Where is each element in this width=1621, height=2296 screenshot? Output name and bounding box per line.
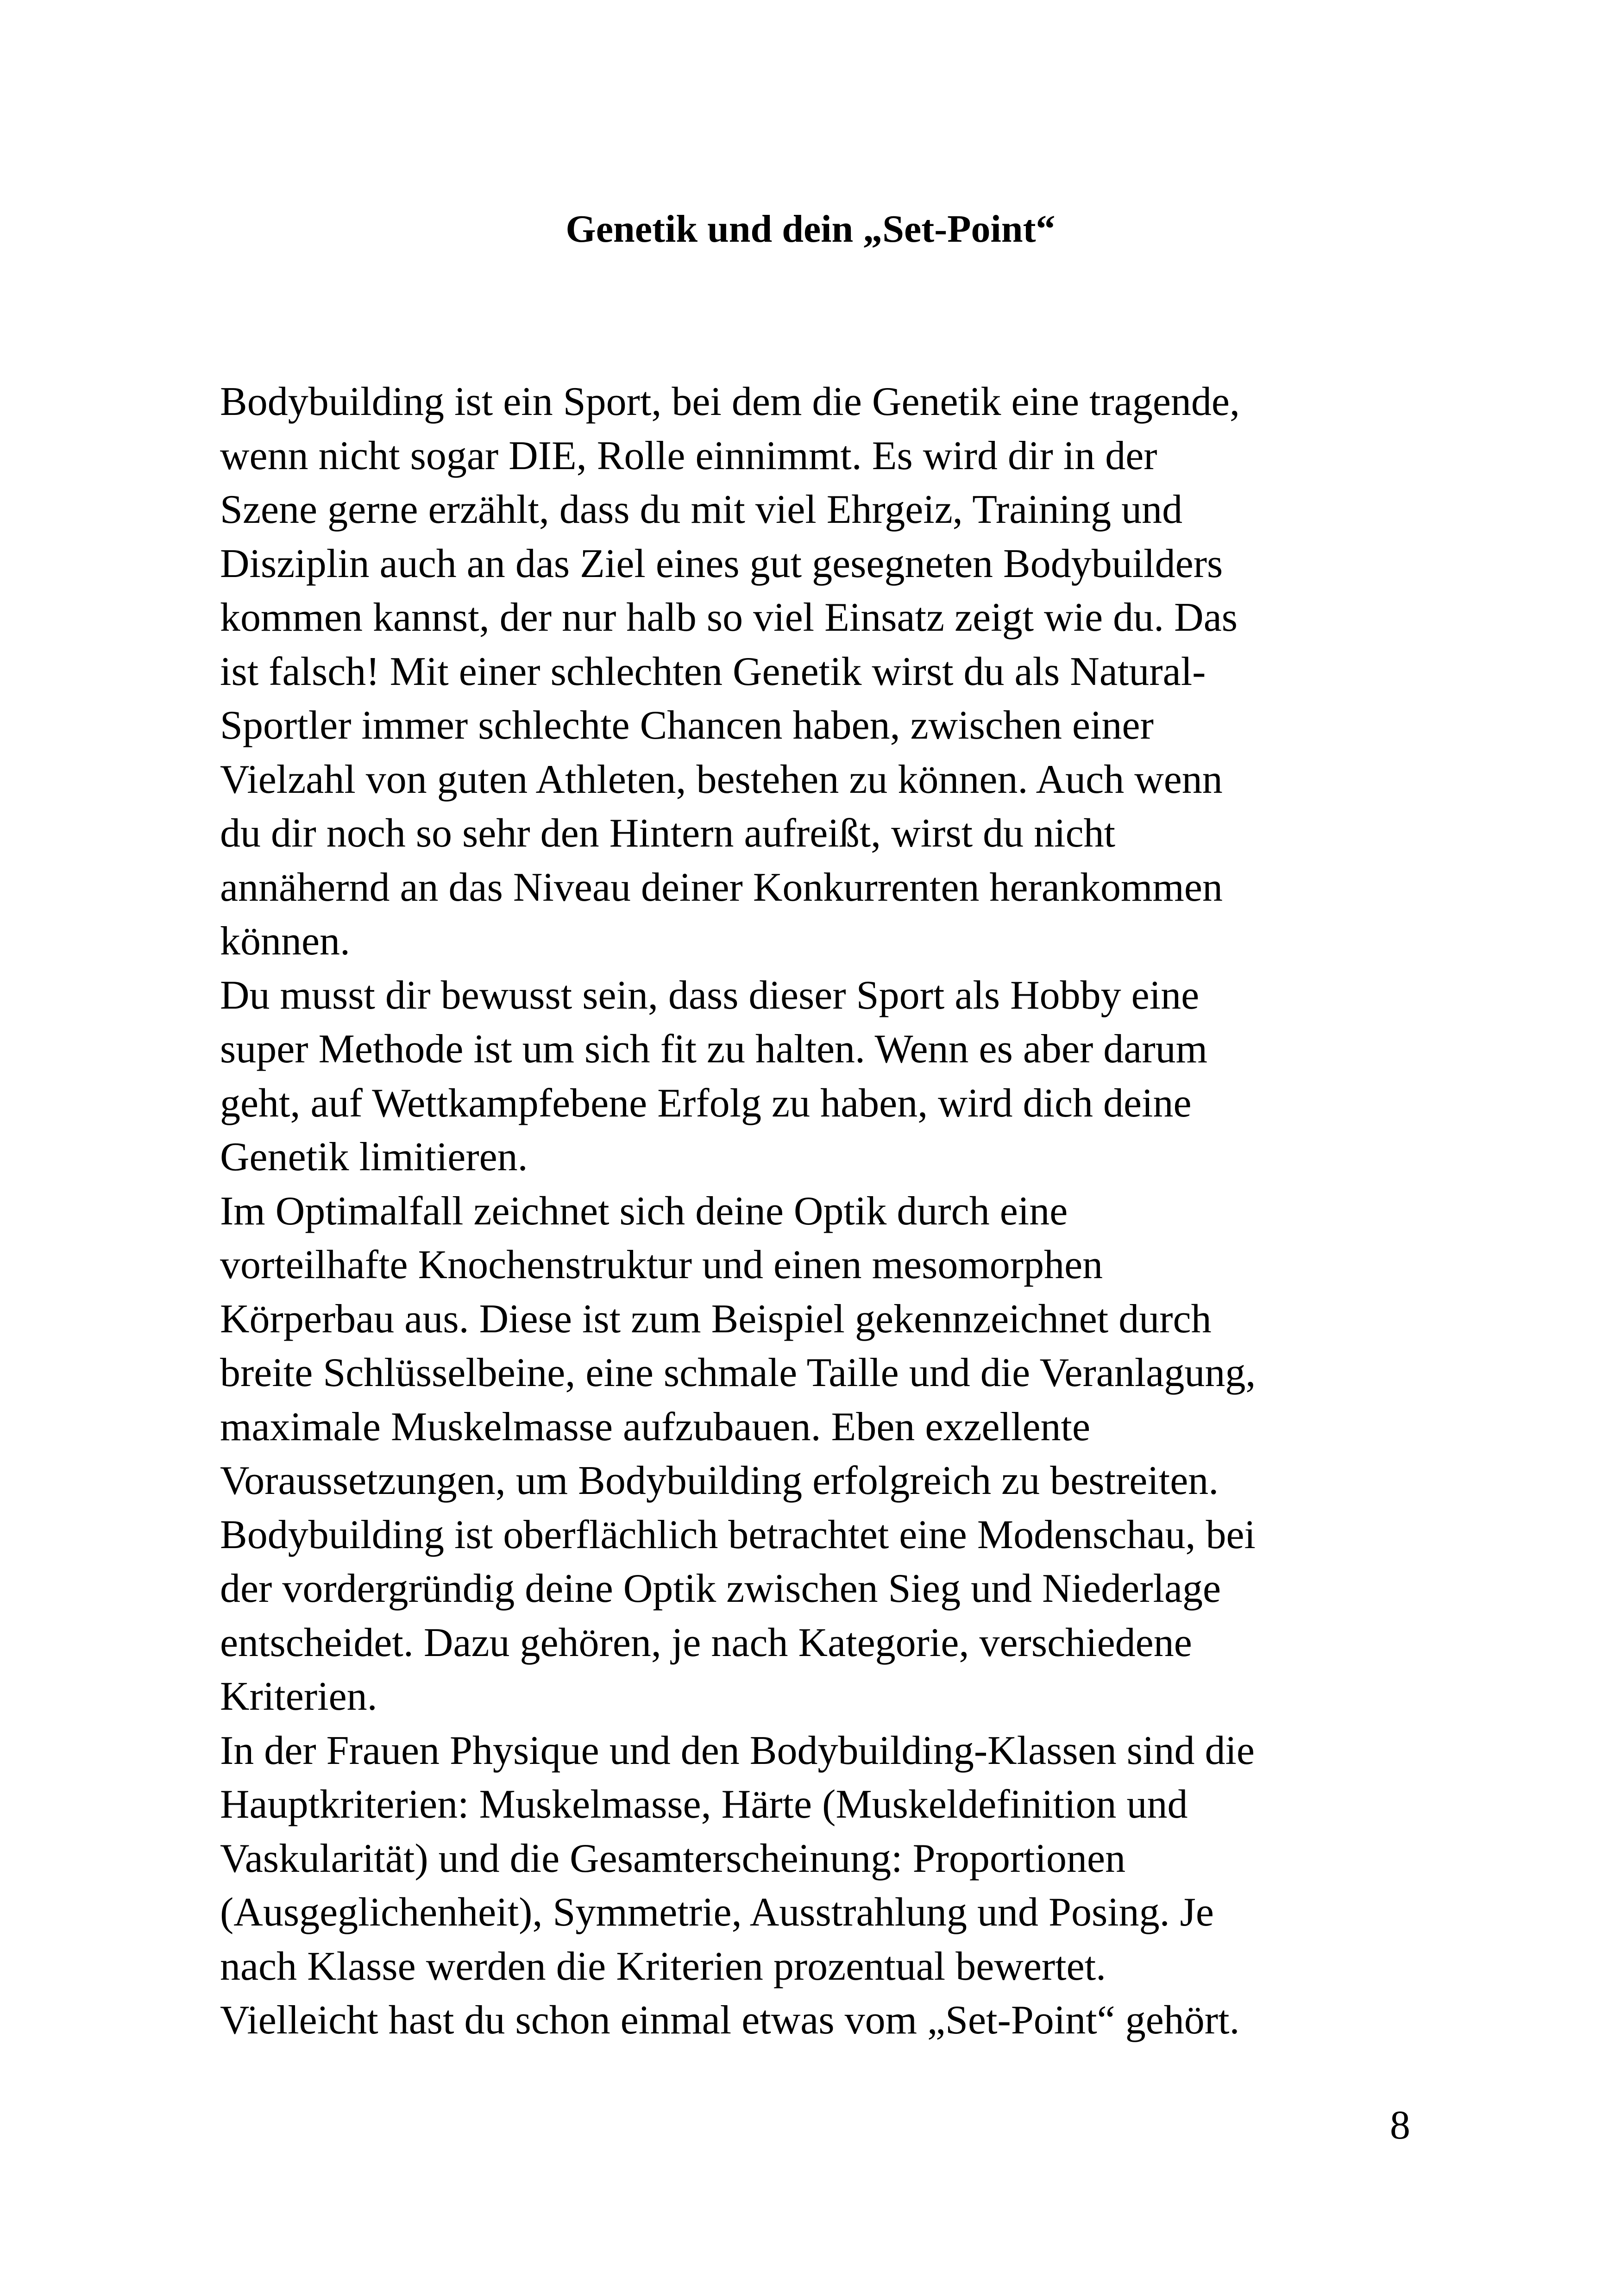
text-line: entscheidet. Dazu gehören, je nach Kategorie, verschiedene (220, 1620, 1192, 1665)
text-line: wenn nicht sogar DIE, Rolle einnimmt. Es wird dir in der (220, 433, 1157, 478)
text-line: Vielleicht hast du schon einmal etwas vom „Set-Point“ gehört. (220, 1998, 1240, 2043)
text-line: Körperbau aus. Diese ist zum Beispiel gekennzeichnet durch (220, 1296, 1212, 1342)
text-line: maximale Muskelmasse aufzubauen. Eben exzellente (220, 1404, 1091, 1449)
text-line: super Methode ist um sich fit zu halten. Wenn es aber darum (220, 1027, 1208, 1072)
text-line: Vaskularität) und die Gesamterscheinung: Proportionen (220, 1836, 1126, 1881)
text-line: Sportler immer schlechte Chancen haben, zwischen einer (220, 703, 1154, 748)
text-line: (Ausgeglichenheit), Symmetrie, Ausstrahlung und Posing. Je (220, 1890, 1214, 1935)
text-line: Voraussetzungen, um Bodybuilding erfolgreich zu bestreiten. (220, 1458, 1219, 1503)
text-line: geht, auf Wettkampfebene Erfolg zu haben, wird dich deine (220, 1080, 1192, 1126)
text-line: der vordergründig deine Optik zwischen Sieg und Niederlage (220, 1566, 1221, 1611)
text-line: du dir noch so sehr den Hintern aufreißt, wirst du nicht (220, 811, 1116, 856)
text-line: Bodybuilding ist ein Sport, bei dem die Genetik eine tragende, (220, 379, 1240, 424)
text-line: Im Optimalfall zeichnet sich deine Optik durch eine (220, 1188, 1068, 1234)
text-line: In der Frauen Physique und den Bodybuilding-Klassen sind die (220, 1728, 1255, 1773)
text-line: Kriterien. (220, 1674, 377, 1719)
text-line: breite Schlüsselbeine, eine schmale Taille und die Veranlagung, (220, 1350, 1256, 1395)
page-number: 8 (1390, 2103, 1410, 2148)
text-line: Bodybuilding ist oberflächlich betrachtet eine Modenschau, bei (220, 1512, 1256, 1557)
text-line: kommen kannst, der nur halb so viel Einsatz zeigt wie du. Das (220, 595, 1238, 640)
text-line: vorteilhafte Knochenstruktur und einen mesomorphen (220, 1242, 1103, 1287)
page-title: Genetik und dein „Set-Point“ (565, 207, 1056, 251)
text-line: Disziplin auch an das Ziel eines gut gesegneten Bodybuilders (220, 541, 1223, 586)
text-line: Hauptkriterien: Muskelmasse, Härte (Muskeldefinition und (220, 1782, 1188, 1827)
text-line: können. (220, 919, 351, 964)
text-line: ist falsch! Mit einer schlechten Genetik wirst du als Natural- (220, 649, 1206, 694)
text-line: annähernd an das Niveau deiner Konkurrenten herankommen (220, 865, 1223, 910)
text-line: Szene gerne erzählt, dass du mit viel Ehrgeiz, Training und (220, 487, 1183, 532)
body-text (220, 375, 1447, 2048)
text-line: Vielzahl von guten Athleten, bestehen zu können. Auch wenn (220, 757, 1223, 802)
text-line: nach Klasse werden die Kriterien prozentual bewertet. (220, 1944, 1106, 1989)
text-line: Du musst dir bewusst sein, dass dieser Sport als Hobby eine (220, 972, 1200, 1018)
text-line: Genetik limitieren. (220, 1135, 528, 1179)
